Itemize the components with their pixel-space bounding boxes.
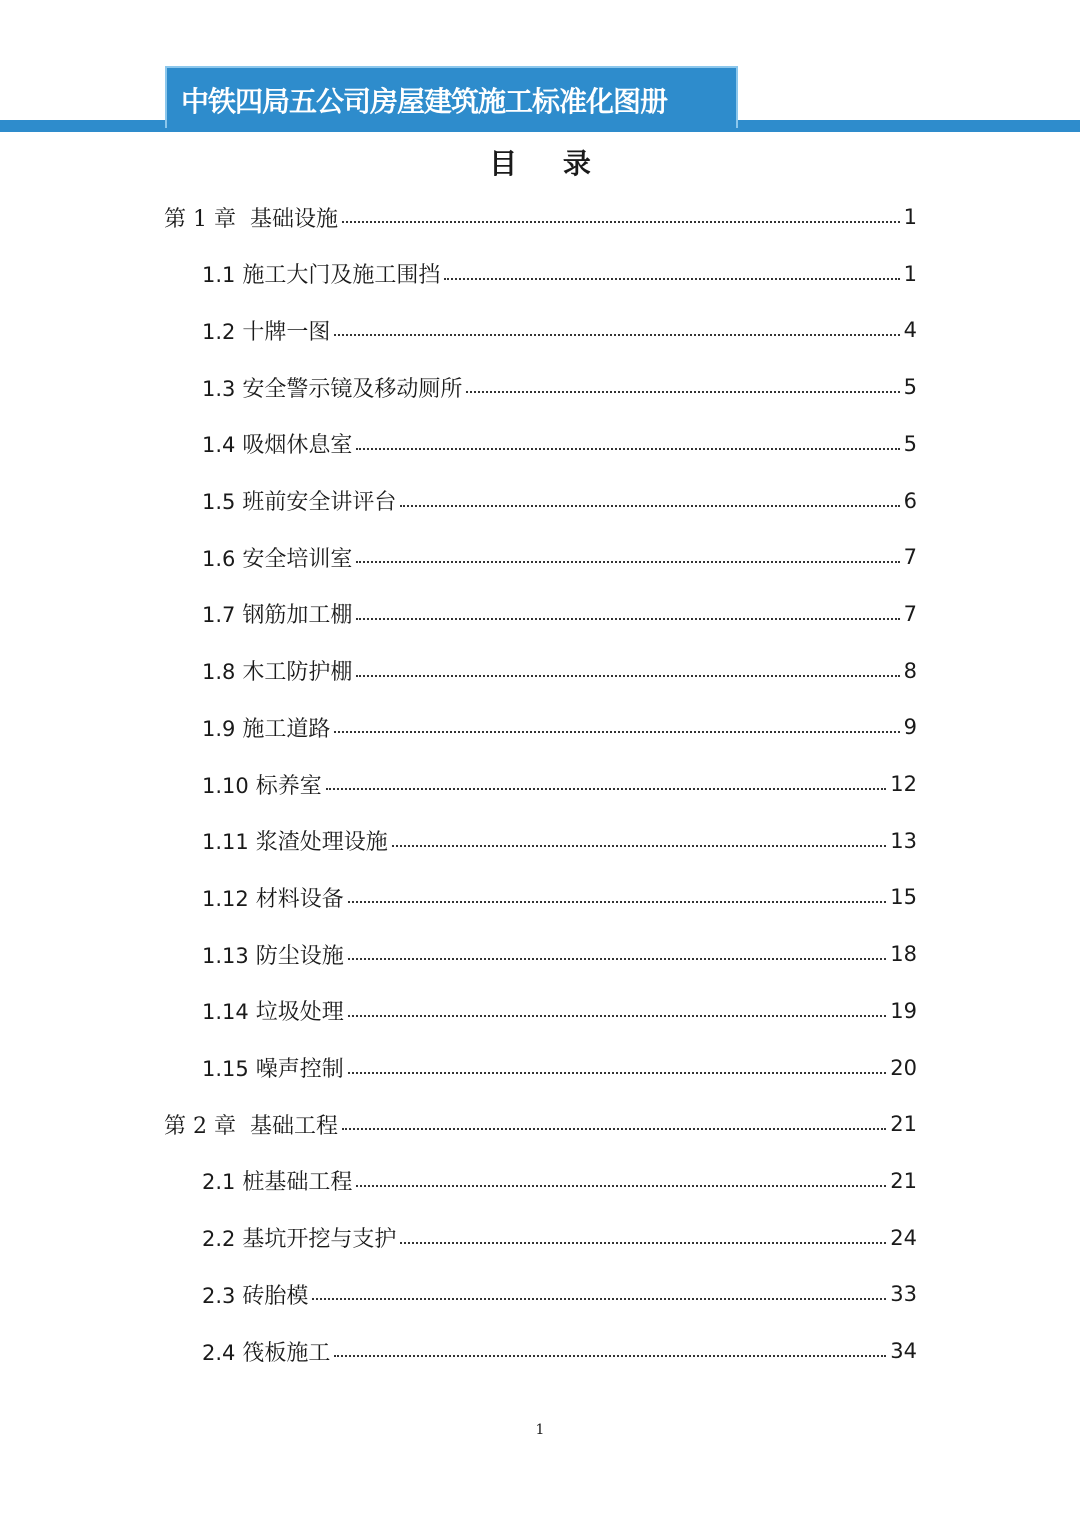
toc-entry-label — [202, 542, 352, 573]
toc-page-number: 15 — [890, 885, 917, 910]
toc-section-entry[interactable] — [202, 586, 917, 642]
toc-entry-label — [202, 939, 344, 970]
toc-page-number: 9 — [903, 715, 917, 740]
toc-heading: 目 录 — [489, 147, 609, 180]
toc-entry-label — [202, 1222, 396, 1253]
toc-entry-title: 垃圾处理 — [255, 1000, 344, 1026]
toc-page-number: 5 — [903, 431, 917, 456]
toc-section-entry[interactable] — [202, 416, 917, 472]
toc-page-number: 8 — [903, 658, 917, 683]
toc-page-number: 18 — [890, 942, 917, 967]
toc-section-entry[interactable] — [202, 246, 917, 302]
toc-entry-label — [202, 825, 388, 856]
toc-entry-label — [202, 1165, 352, 1196]
toc-entry-number: 第 2 章 — [164, 1113, 236, 1139]
page-number: 1 — [535, 1422, 545, 1438]
toc-entry-title: 基础工程 — [249, 1113, 338, 1139]
toc-entry-title: 材料设备 — [255, 886, 344, 912]
toc-dot-leader — [334, 334, 899, 336]
toc-page-number: 6 — [903, 488, 917, 513]
toc-entry-number: 1.14 — [202, 1000, 249, 1025]
toc-section-entry[interactable] — [202, 302, 917, 358]
toc-entry-title: 钢筋加工棚 — [242, 603, 353, 629]
toc-dot-leader — [334, 731, 899, 733]
toc-page-number: 7 — [903, 601, 917, 626]
toc-section-entry[interactable] — [202, 1323, 917, 1379]
toc-dot-leader — [348, 1072, 886, 1074]
toc-page-number: 1 — [903, 205, 917, 229]
toc-entry-label — [202, 712, 330, 743]
toc-entry-number: 1.7 — [202, 603, 236, 628]
toc-section-entry[interactable] — [202, 699, 917, 755]
toc-section-entry[interactable] — [202, 756, 917, 812]
toc-section-entry[interactable] — [202, 359, 917, 415]
toc-entry-title: 十牌一图 — [242, 319, 331, 345]
toc-section-entry[interactable] — [202, 983, 917, 1039]
toc-section-entry[interactable] — [202, 643, 917, 699]
toc-chapter-entry[interactable] — [164, 1096, 917, 1152]
toc-entry-label — [164, 202, 338, 233]
toc-dot-leader — [400, 1242, 886, 1244]
toc-dot-leader — [356, 561, 899, 563]
toc-entry-title: 吸烟休息室 — [242, 433, 353, 459]
toc-dot-leader — [356, 1185, 886, 1187]
toc-entry-title: 木工防护棚 — [242, 660, 353, 686]
toc-page-number: 13 — [890, 828, 917, 853]
toc-page-number: 20 — [890, 1055, 917, 1080]
toc-dot-leader — [356, 675, 899, 677]
toc-entry-title: 班前安全讲评台 — [242, 490, 397, 515]
toc-dot-leader — [342, 221, 900, 223]
toc-entry-label — [202, 485, 396, 516]
toc-dot-leader — [348, 958, 886, 960]
toc-entry-title: 浆渣处理设施 — [255, 830, 388, 856]
toc-entry-title: 噪声控制 — [255, 1057, 344, 1082]
toc-dot-leader — [466, 391, 899, 393]
toc-section-entry[interactable] — [202, 529, 917, 585]
toc-dot-leader — [348, 901, 886, 903]
toc-dot-leader — [334, 1355, 886, 1357]
toc-entry-label — [202, 1336, 330, 1367]
toc-entry-label — [164, 1109, 338, 1140]
toc-entry-title: 施工道路 — [242, 716, 331, 742]
toc-entry-label — [202, 598, 352, 629]
toc-page-number: 12 — [890, 772, 917, 796]
toc-entry-label — [202, 428, 352, 459]
toc-entry-title: 标养室 — [255, 773, 322, 799]
toc-entry-number: 1.8 — [202, 660, 236, 685]
toc-entry-number: 1.5 — [202, 490, 236, 514]
toc-dot-leader — [312, 1298, 886, 1300]
toc-entry-number: 第 1 章 — [164, 206, 236, 232]
document-title: 中铁四局五公司房屋建筑施工标准化图册 — [181, 85, 668, 118]
toc-dot-leader — [356, 618, 899, 620]
toc-entry-number: 2.2 — [202, 1227, 236, 1252]
toc-dot-leader — [326, 788, 886, 790]
toc-entry-number: 1.11 — [202, 830, 249, 855]
header-banner — [165, 66, 738, 128]
toc-section-entry[interactable] — [202, 869, 917, 925]
toc-chapter-entry[interactable] — [164, 189, 917, 245]
toc-entry-number: 1.1 — [202, 263, 236, 288]
toc-entry-label — [202, 315, 330, 346]
toc-page-number: 21 — [890, 1168, 917, 1193]
toc-entry-number: 1.4 — [202, 433, 236, 458]
toc-page-number: 34 — [890, 1339, 917, 1363]
toc-entry-title: 砖胎模 — [242, 1283, 309, 1309]
toc-entry-label — [202, 995, 344, 1026]
toc-entry-number: 2.3 — [202, 1283, 236, 1308]
toc-entry-number: 1.15 — [202, 1057, 249, 1081]
toc-entry-label — [202, 882, 344, 913]
toc-entry-number: 1.2 — [202, 319, 236, 344]
toc-entry-title: 安全培训室 — [242, 546, 353, 572]
toc-section-entry[interactable] — [202, 813, 917, 869]
toc-entry-title: 安全警示镜及移动厕所 — [242, 376, 463, 402]
toc-page-number: 7 — [903, 545, 917, 570]
toc-entry-title: 桩基础工程 — [242, 1170, 353, 1196]
toc-entry-label — [202, 1279, 308, 1310]
toc-dot-leader — [342, 1128, 886, 1130]
toc-page-number: 1 — [903, 261, 917, 286]
toc-entry-title: 施工大门及施工围挡 — [242, 263, 441, 289]
toc-entry-number: 1.12 — [202, 886, 249, 911]
toc-page-number: 33 — [890, 1282, 917, 1307]
toc-entry-title: 筏板施工 — [242, 1340, 331, 1366]
toc-entry-number: 1.10 — [202, 773, 249, 798]
toc-section-entry[interactable] — [202, 1040, 917, 1096]
toc-section-entry[interactable] — [202, 1153, 917, 1209]
toc-dot-leader — [392, 845, 886, 847]
toc-section-entry[interactable] — [202, 926, 917, 982]
toc-entry-title: 基础设施 — [249, 206, 338, 232]
toc-entry-number: 1.9 — [202, 716, 236, 741]
toc-entry-label — [202, 258, 440, 289]
toc-section-entry[interactable] — [202, 1266, 917, 1322]
toc-dot-leader — [356, 448, 899, 450]
toc-page-number: 4 — [903, 318, 917, 343]
toc-section-entry[interactable] — [202, 1210, 917, 1266]
toc-dot-leader — [444, 278, 899, 280]
toc-entry-number: 1.13 — [202, 943, 249, 968]
toc-entry-number: 1.6 — [202, 546, 236, 571]
toc-section-entry[interactable] — [202, 473, 917, 529]
toc-entry-label — [202, 655, 352, 686]
toc-entry-number: 2.1 — [202, 1170, 236, 1195]
toc-entry-title: 防尘设施 — [255, 943, 344, 969]
toc-page-number: 24 — [890, 1225, 917, 1250]
toc-entry-label — [202, 769, 322, 800]
toc-entry-label — [202, 1052, 344, 1083]
toc-entry-number: 2.4 — [202, 1340, 236, 1365]
toc-entry-label — [202, 372, 462, 403]
toc-page-number: 19 — [890, 998, 917, 1023]
toc-page-number: 21 — [890, 1112, 917, 1137]
toc-dot-leader — [400, 505, 899, 507]
toc-page-number: 5 — [903, 375, 917, 400]
toc-entry-title: 基坑开挖与支护 — [242, 1227, 397, 1253]
toc-entry-number: 1.3 — [202, 376, 236, 401]
toc-dot-leader — [348, 1015, 886, 1017]
